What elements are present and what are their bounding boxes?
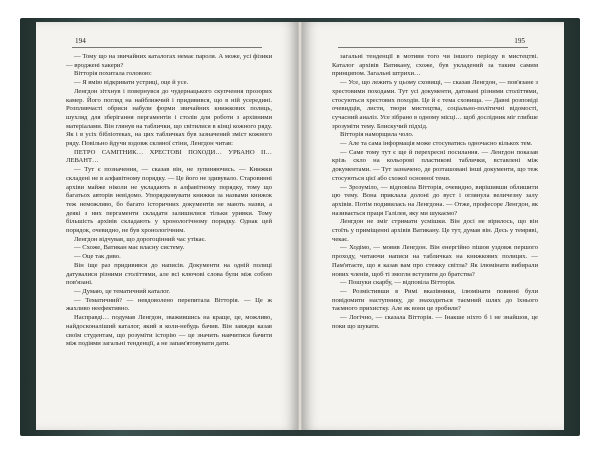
paragraph: — Тематичний? — невдоволено перепитала Вітторія. — Це ж жахливо неефективно. (66, 296, 272, 313)
paragraph: — Саме тому тут є ще й перехресні посилання. — Ленгдон показав крізь скло на кольорові пластикові таблички, вставлені між документами. — Тут зазначено, де розташовані інші документи, що теж стосуються цієї або схожої основної теми. (332, 148, 538, 182)
left-page-text (66, 53, 272, 349)
paragraph: — Ходімо, — мовив Ленгдон. Він енергійно пішов уздовж першого проходу, читаючи написи на табличках на книжкових полицях. — Пам'ятаєте, що я казав вам про стежку світла? Як ілюмінати вибирали нових членів, щоб ті змогли вступити до братства? (332, 244, 538, 278)
paragraph: Ленгдон зітхнув і повернувся до чудернацького скупчення прозорих камер. Його погляд на найближчий і придивився, що в ній усередині. Розпливчасті обриси набули форми звичайних книжкових полиць, шухляд для зберігання пергаментів і столів для роботи з архівними матеріалами. Він глянув на таблички, що світилися в кінці кожного ряду. Як і в усіх бібліотеках, на цих табличках був зазначений зміст кожного ряду. Повільно йдучи вздовж скляної стіни, Ленгдон читав: (66, 87, 272, 148)
paragraph: — Пошуки скарбу, — відповіла Вітторія. (340, 279, 456, 287)
paragraph: — Схоже, Ватикан має власну систему. (74, 244, 185, 252)
paragraph: — Усе, що лежить у цьому сховищі, — сказав Ленгдон, — пов'язане з хрестовими походами. Тут усі документи, датовані різними століттями, стосуються хрестових походів. Це й є тема сховища. — Давні розповіді очевидців, листи, твори мистецтва, соціально-політичні відомості, сучасний аналіз. Усе зібрано в одному місці… щоб дослідник міг глибше зрозуміти тему. Блискучий підхід. (332, 79, 538, 130)
paragraph: — Але та сама інформація може стосуватись одночасно кількох тем. (340, 140, 533, 148)
paragraph: — Я вмію відкривати устриці, оце й усе. (74, 79, 189, 87)
left-header-rule (72, 47, 262, 48)
paragraph: Вітторія похитала головою: (74, 70, 152, 78)
paragraph: загальні тенденції в мотиви того чи іншого періоду в мистецтві. Каталог архівів Ватикану, схоже, був укладений за таким самим принципом. Загальні штрихи… (332, 53, 538, 78)
paragraph: — Логічно, — сказала Вітторія. — Інакше ніхто б і не знайшов, це поки що шукати. (332, 314, 538, 330)
paragraph: — Зрозуміло, — відповіла Вітторія, очевидно, вирішивши облишити цю тему. Вона приклала долоні до вуст і оглянула величезну залу архівів. Потім подивилась на Ленгдона. — Отже, професоре Ленгдон, як називається праця Галілея, яку ми шукаємо? (332, 183, 538, 217)
paragraph: ПЕТРО САМІТНИК… ХРЕСТОВІ ПОХОДИ… УРБАНО ІІ… ЛЕВАНТ… (66, 148, 272, 165)
paragraph: Ленгдон відчував, що дорогоцінний час утікає. (74, 235, 206, 243)
paragraph: Вітторія наморщила чоло. (340, 131, 414, 139)
right-page (302, 22, 564, 430)
paragraph: — Думаю, це тематичний каталог. (74, 287, 170, 295)
paragraph: Ленгдон не зміг стримати усмішки. Він досі не вірилось, що він стоїть у приміщенні архівів Ватикану. Це тут, думав він. Десь у темряві, чекає. (332, 218, 538, 243)
paragraph: Він іще раз придивився до написів. Документи на одній полиці датувалися різними століттями, але всі ключові слова були між собою пов'язані. (66, 261, 272, 287)
right-page-number: 195 (514, 37, 525, 45)
paragraph: Насправді… подумав Ленгдон, зважившись на краще, це, можливо, найдосконаліший каталог, який я коли-небудь бачив. Він завжди казав своїм студентам, що розуміти історію — це значить навчитися бачити між подіями загальні тенденції, а не запам'ятовувати дати. (66, 314, 272, 348)
right-page-text (332, 53, 538, 332)
right-header-rule (338, 47, 528, 48)
left-page (36, 22, 298, 430)
paragraph: — Тому що на звичайних каталогах немає пароля. А може, усі фізики — вроджені хакери? (66, 53, 272, 69)
paragraph: — Оце так диво. (74, 253, 121, 261)
left-page-number: 194 (75, 37, 86, 45)
paragraph: — Тут є позначення, — сказав він, не зупиняючись. — Книжки складені не в алфавітному порядку. — Це його не здивувало. Старовинні архіви майже ніколи не укладають в алфавітному порядку, тому що багатьох авторів невідомо. Упорядковувати книжки за назвами книжок теж неможливо, бо багато історичних документів не мають назви, а деякі з них пергаменти складати залишилися тільки уривки. Тому більшість архівів складають у хронологічному порядку. Однак цей порядок, очевидно, не був хронологічним. (66, 166, 272, 235)
paragraph: — Розмістивши в Римі вказівники, ілюмінати повинні були повідомити наступнику, де знаходиться таємний шлях до їхнього таємного прихистку. Але як вони це зробили? (332, 287, 538, 313)
